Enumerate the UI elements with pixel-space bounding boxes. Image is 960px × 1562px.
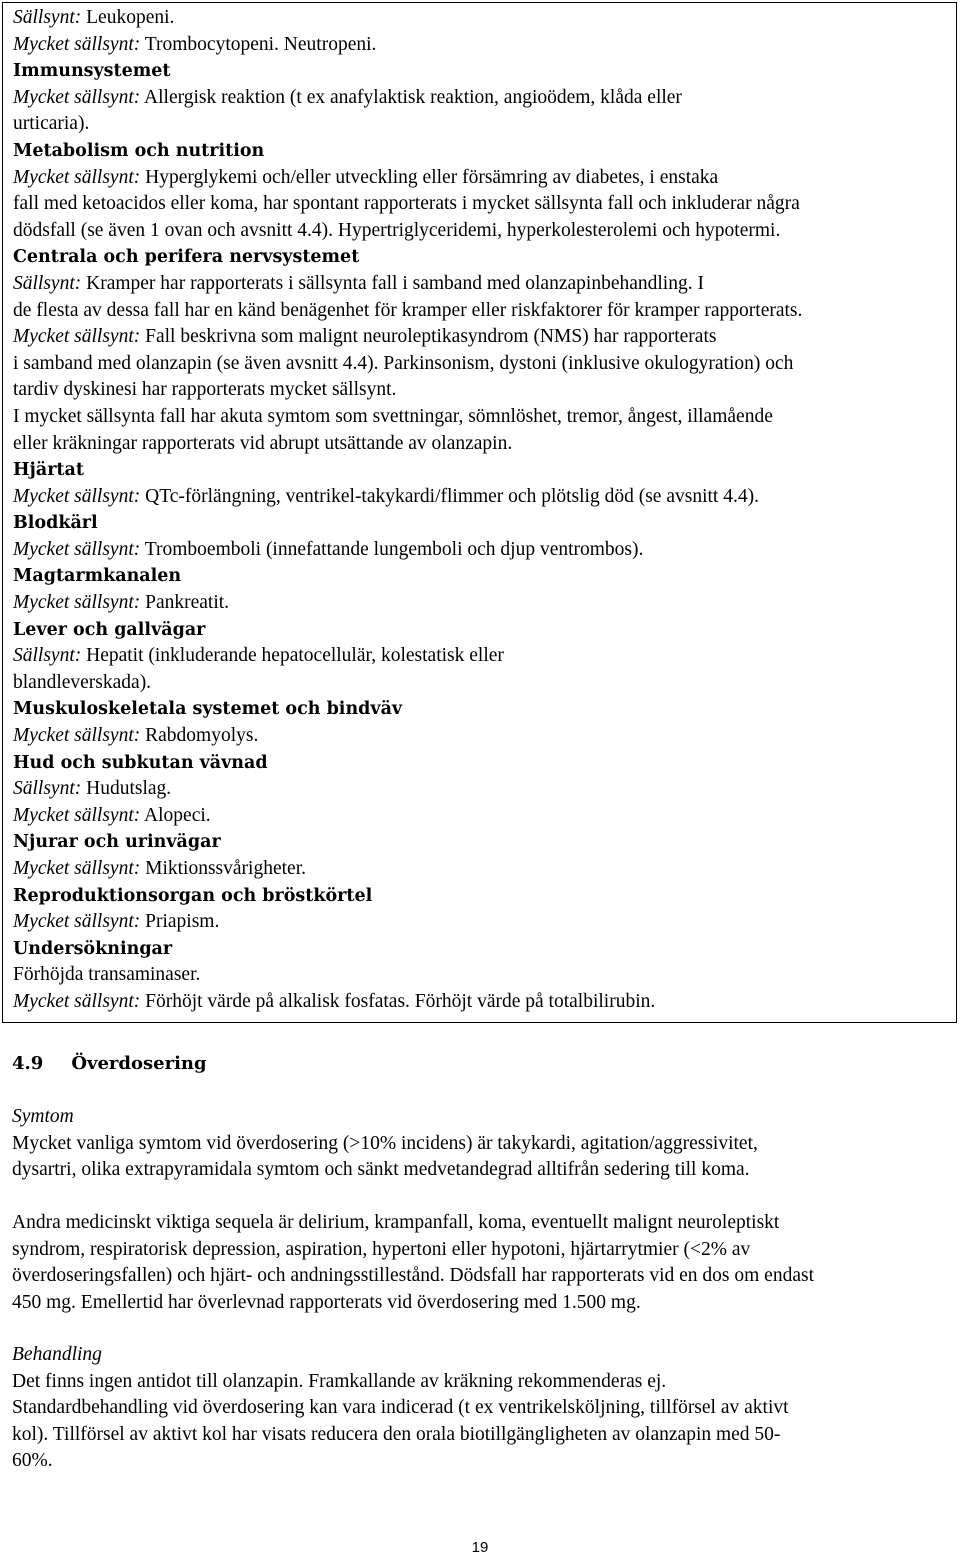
line: I mycket sällsynta fall har akuta symtom som svettningar, sömnlöshet, tremor, ångest, illamående <box>13 405 773 427</box>
organ-class-heading: Undersökningar <box>13 938 173 959</box>
line: tardiv dyskinesi har rapporterats mycket sällsynt. <box>13 379 397 401</box>
paragraph-line: Det finns ingen antidot till olanzapin. Framkallande av kräkning rekommenderas ej. <box>12 1370 667 1392</box>
line: Mycket sällsynt: Priapism. <box>13 911 220 933</box>
line: Mycket sällsynt: Pankreatit. <box>13 592 230 614</box>
line: Mycket sällsynt: Tromboemboli (innefattande lungemboli och djup ventrombos). <box>13 538 644 560</box>
line: Mycket sällsynt: QTc-förlängning, ventrikel-takykardi/flimmer och plötslig död (se avsnitt 4.4). <box>13 485 759 507</box>
organ-class-heading: Immunsystemet <box>13 61 171 82</box>
line: Mycket sällsynt: Förhöjt värde på alkalisk fosfatas. Förhöjt värde på totalbilirubin. <box>13 990 656 1012</box>
line: dödsfall (se även 1 ovan och avsnitt 4.4). Hypertriglyceridemi, hyperkolesterolemi och hypotermi. <box>13 219 781 241</box>
organ-class-heading: Metabolism och nutrition <box>13 140 265 161</box>
organ-class-heading: Muskuloskeletala systemet och bindväv <box>13 699 403 720</box>
organ-class-heading: Magtarmkanalen <box>13 566 182 587</box>
treatment-heading: Behandling <box>12 1344 102 1365</box>
symptom-heading: Symtom <box>12 1106 74 1127</box>
line: blandleverskada). <box>13 671 152 693</box>
symptom-paragraph-2 <box>12 1210 952 1316</box>
line: Mycket sällsynt: Fall beskrivna som malignt neuroleptikasyndrom (NMS) har rapporterats <box>13 326 717 348</box>
paragraph-line: 60%. <box>12 1450 53 1472</box>
organ-class-heading: Hjärtat <box>13 460 84 481</box>
line: Mycket sällsynt: Miktionssvårigheter. <box>13 858 306 879</box>
line: Mycket sällsynt: Rabdomyolys. <box>13 725 259 747</box>
organ-class-heading: Hud och subkutan vävnad <box>13 752 268 773</box>
paragraph-line: syndrom, respiratorisk depression, aspiration, hypertoni eller hypotoni, hjärtarrytmier (<2% av <box>12 1238 751 1260</box>
paragraph-line: Mycket vanliga symtom vid överdosering (>10% incidens) är takykardi, agitation/aggressivitet, <box>12 1132 758 1154</box>
page-number: 19 <box>471 1539 489 1556</box>
line: fall med ketoacidos eller koma, har spontant rapporterats i mycket sällsynta fall och inkluderar några <box>13 193 800 215</box>
paragraph-line: Andra medicinskt viktiga sequela är delirium, krampanfall, koma, eventuellt malignt neuroleptiskt <box>12 1212 780 1233</box>
line: Mycket sällsynt: Alopeci. <box>13 804 211 826</box>
line: eller kräkningar rapporterats vid abrupt utsättande av olanzapin. <box>13 432 513 454</box>
organ-class-heading: Njurar och urinvägar <box>13 832 221 853</box>
line: Mycket sällsynt: Trombocytopeni. Neutropeni. <box>13 33 377 55</box>
section-number: 4.9 <box>12 1053 44 1074</box>
line: i samband med olanzapin (se även avsnitt 4.4). Parkinsonism, dystoni (inklusive okulogyration) och <box>13 352 794 374</box>
symptom-block <box>12 1104 952 1184</box>
adverse-effects-box <box>2 2 957 1023</box>
section-heading <box>12 1051 952 1078</box>
line: Sällsynt: Hudutslag. <box>13 778 172 800</box>
treatment-block <box>12 1342 952 1475</box>
paragraph-line: kol). Tillförsel av aktivt kol har visats reducera den orala biotillgängligheten av olanzapin med 50- <box>12 1423 781 1445</box>
line: Sällsynt: Kramper har rapporterats i sällsynta fall i samband med olanzapinbehandling. I <box>13 272 704 294</box>
paragraph-line: dysartri, olika extrapyramidala symtom och sänkt medvetandegrad alltifrån sedering till koma. <box>12 1159 750 1181</box>
organ-class-heading: Lever och gallvägar <box>13 619 206 640</box>
line: de flesta av dessa fall har en känd benägenhet för kramper eller riskfaktorer för kramper rapporterats. <box>13 299 803 321</box>
organ-class-heading: Blodkärl <box>13 513 98 534</box>
paragraph-line: Standardbehandling vid överdosering kan vara indicerad (t ex ventrikelsköljning, tillförsel av aktivt <box>12 1397 789 1419</box>
line: Mycket sällsynt: Hyperglykemi och/eller utveckling eller försämring av diabetes, i enstaka <box>13 166 719 188</box>
adverse-effects-list <box>13 5 948 1016</box>
line: Sällsynt: Leukopeni. <box>13 7 175 28</box>
section-title: Överdosering <box>71 1053 207 1074</box>
paragraph-line: överdoseringsfallen) och hjärt- och andningsstillestånd. Dödsfall har rapporterats vid en dos om endast <box>12 1265 814 1287</box>
organ-class-heading: Centrala och perifera nervsystemet <box>13 247 360 268</box>
line: Sällsynt: Hepatit (inkluderande hepatocellulär, kolestatisk eller <box>13 645 504 667</box>
line: Mycket sällsynt: Allergisk reaktion (t ex anafylaktisk reaktion, angioödem, klåda eller <box>13 86 682 108</box>
organ-class-heading: Reproduktionsorgan och bröstkörtel <box>13 885 373 906</box>
paragraph-line: 450 mg. Emellertid har överlevnad rapporterats vid överdosering med 1.500 mg. <box>12 1291 641 1313</box>
line: Förhöjda transaminaser. <box>13 964 201 986</box>
line: urticaria). <box>13 113 90 135</box>
